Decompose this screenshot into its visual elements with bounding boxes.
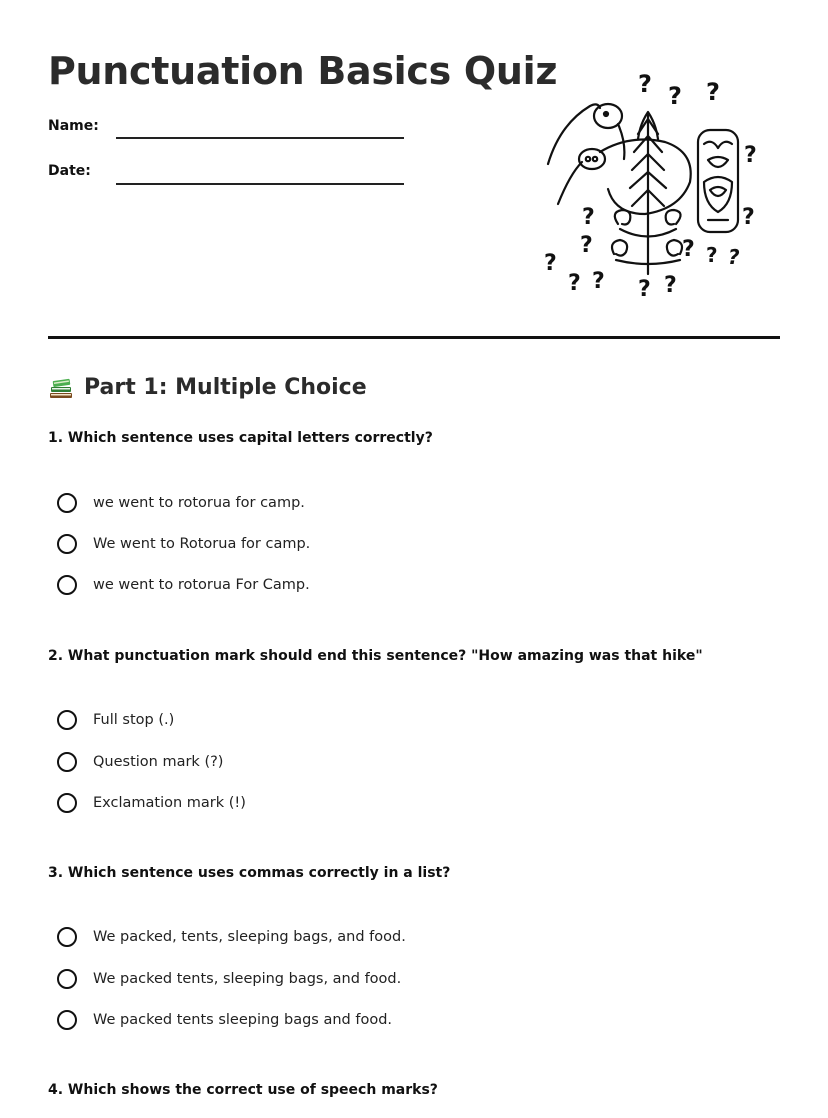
radio-button[interactable] <box>57 575 77 595</box>
radio-button[interactable] <box>57 534 77 554</box>
svg-text:?: ? <box>664 273 677 298</box>
question-1-option-c[interactable] <box>57 572 310 598</box>
svg-text:?: ? <box>744 143 757 168</box>
question-2-option-b[interactable] <box>57 749 223 775</box>
question-1-option-a[interactable] <box>57 490 305 516</box>
svg-text:?: ? <box>580 233 593 258</box>
radio-button[interactable] <box>57 752 77 772</box>
svg-text:?: ? <box>706 78 720 106</box>
radio-button[interactable] <box>57 927 77 947</box>
books-icon <box>48 375 74 401</box>
option-label: We packed tents, sleeping bags, and food. <box>93 971 402 987</box>
name-field[interactable] <box>116 137 404 139</box>
radio-button[interactable] <box>57 969 77 989</box>
radio-button[interactable] <box>57 710 77 730</box>
question-1-text: 1. Which sentence uses capital letters correctly? <box>48 430 433 446</box>
radio-button[interactable] <box>57 1010 77 1030</box>
date-field[interactable] <box>116 183 404 185</box>
option-label: We went to Rotorua for camp. <box>93 536 311 552</box>
svg-text:?: ? <box>728 245 740 269</box>
name-label: Name: <box>48 118 99 134</box>
option-label: We packed tents sleeping bags and food. <box>93 1012 393 1028</box>
option-label: we went to rotorua For Camp. <box>93 577 310 593</box>
option-label: Exclamation mark (!) <box>93 795 246 811</box>
svg-text:?: ? <box>544 251 557 276</box>
option-label: Full stop (.) <box>93 712 175 728</box>
question-3-text: 3. Which sentence uses commas correctly in a list? <box>48 865 451 881</box>
question-2-option-c[interactable] <box>57 790 246 816</box>
section-divider <box>48 336 780 339</box>
date-label: Date: <box>48 163 91 179</box>
svg-text:?: ? <box>742 205 755 230</box>
kiwi-fern-tiki-illustration <box>540 64 770 304</box>
part1-title-text: Part 1: Multiple Choice <box>84 375 367 400</box>
svg-text:?: ? <box>682 237 695 262</box>
question-1-option-b[interactable] <box>57 531 310 557</box>
question-3-option-b[interactable] <box>57 966 401 992</box>
svg-text:?: ? <box>638 70 652 98</box>
question-2-text: 2. What punctuation mark should end this sentence? "How amazing was that hike" <box>48 648 703 664</box>
part1-title <box>48 372 367 404</box>
svg-text:?: ? <box>668 82 682 110</box>
question-2-option-a[interactable] <box>57 707 174 733</box>
question-3-option-a[interactable] <box>57 924 406 950</box>
question-4-text: 4. Which shows the correct use of speech marks? <box>48 1082 438 1098</box>
svg-text:?: ? <box>582 205 595 230</box>
svg-text:?: ? <box>706 243 718 267</box>
svg-text:?: ? <box>568 271 581 296</box>
question-3-option-c[interactable] <box>57 1007 392 1033</box>
svg-text:?: ? <box>592 269 605 294</box>
option-label: Question mark (?) <box>93 754 224 770</box>
quiz-title: Punctuation Basics Quiz <box>48 49 558 93</box>
option-label: we went to rotorua for camp. <box>93 495 305 511</box>
radio-button[interactable] <box>57 793 77 813</box>
option-label: We packed, tents, sleeping bags, and food. <box>93 929 406 945</box>
radio-button[interactable] <box>57 493 77 513</box>
svg-text:?: ? <box>638 277 651 302</box>
